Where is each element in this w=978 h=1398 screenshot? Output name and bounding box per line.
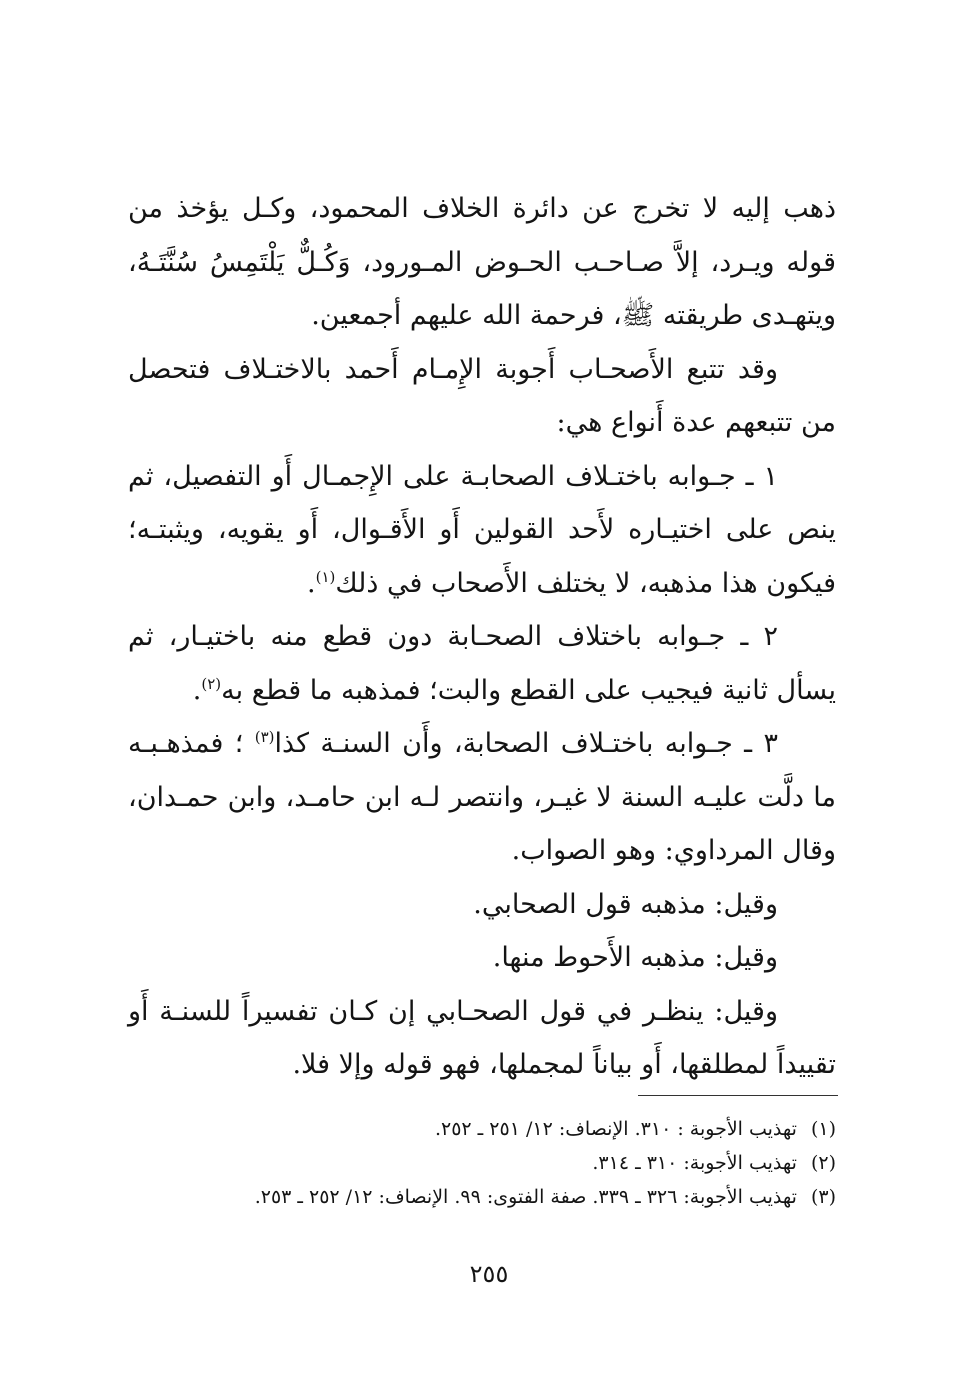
footnote-text: تهذيب الأجوبة: ٣٢٦ ـ ٣٣٩. صفة الفتوى: ٩٩. الإنصاف: ١٢/ ٢٥٢ ـ ٢٥٣.	[254, 1186, 797, 1208]
footnote-number: (٣)	[810, 1186, 836, 1208]
paragraph-text: ذهب إليه لا تخرج عن دائرة الخلاف المحمود، وكـل يؤخذ من قوله ويـرد، إلاَّ صـاحـب الحـوض المـورود، وَكُـلٌّ يَلْتَمِسُ سُنَّتَـهُ، ويتهـدى طريقته ﷺ، فرحمة الله عليهم أجمعين.	[128, 193, 836, 331]
paragraph-opinion-3	[128, 985, 836, 1092]
paragraph-text: ٣ ـ جـوابه باختـلاف الصحابة، وأَن السنـة كذا	[274, 728, 778, 759]
footnote-text: تهذيب الأجوبة: ٣١٠ ـ ٣١٤.	[592, 1152, 797, 1174]
paragraph-text: ٢ ـ جـوابه باختلاف الصحـابة دون قطع منه باختيـار، ثم يسأل ثانية فيجيب على القطع والبت؛ فمذهبه ما قطع به	[128, 621, 836, 706]
footnote-marker-2[interactable]: (٢)	[201, 674, 222, 693]
paragraph-text: ١ ـ جـوابه باختـلاف الصحابـة على الإِجمـال أَو التفصيل، ثم ينص على اختيـاره لأَحد القولين أَو الأَقـوال، أَو يقويه، ويثبتـه؛ فيكون هذا مذهبه، لا يختلف الأَصحاب في ذلك	[128, 460, 836, 599]
paragraph-end: ؛ فمذهـبـه ما دلَّت عليـه السنة لا غيـر، وانتصر لـه ابن حامـد، وابن حمـدان، وقال المرداوي: وهو الصواب.	[128, 728, 836, 866]
paragraph-text: وقيل: مذهبه قول الصحابي.	[473, 888, 778, 920]
paragraph-opinion-1	[128, 878, 836, 932]
footnote-marker-1[interactable]: (١)	[315, 567, 336, 586]
footnote-3	[200, 1180, 836, 1214]
paragraph-end: .	[306, 567, 316, 599]
paragraph-opinion-2	[128, 931, 836, 985]
footnote-1	[200, 1112, 836, 1146]
footnote-number: (١)	[810, 1118, 836, 1140]
paragraph-type-2	[128, 610, 836, 717]
paragraph-types-intro	[128, 343, 836, 450]
main-text	[128, 182, 836, 1092]
paragraph-end: .	[192, 674, 202, 706]
footnote-2	[200, 1146, 836, 1180]
paragraph-text: وقد تتبع الأَصحـاب أَجوبة الإِمـام أَحمد بالاختـلاف فتحصل من تتبعهم عدة أَنواع هي:	[128, 353, 836, 438]
footnote-marker-3[interactable]: (٣)	[254, 728, 275, 746]
paragraph-text: وقيل: مذهبه الأَحوط منها.	[492, 942, 778, 973]
footnotes	[200, 1112, 836, 1214]
footnote-number: (٢)	[810, 1152, 836, 1174]
page-number: ٢٥٥	[469, 1260, 509, 1288]
paragraph-text: وقيل: ينظـر في قول الصحـابي إن كـان تفسيراً للسنـة أَو تقييداً لمطلقها، أَو بياناً لمجملها، فهو قوله وإلا فلا.	[128, 995, 836, 1080]
paragraph-type-3	[128, 717, 836, 878]
paragraph-type-1	[128, 450, 836, 611]
footnote-divider	[638, 1095, 838, 1096]
footnote-text: تهذيب الأجوبة : ٣١٠. الإنصاف: ١٢/ ٢٥١ ـ ٢٥٢.	[434, 1118, 797, 1140]
paragraph-intro	[128, 182, 836, 343]
